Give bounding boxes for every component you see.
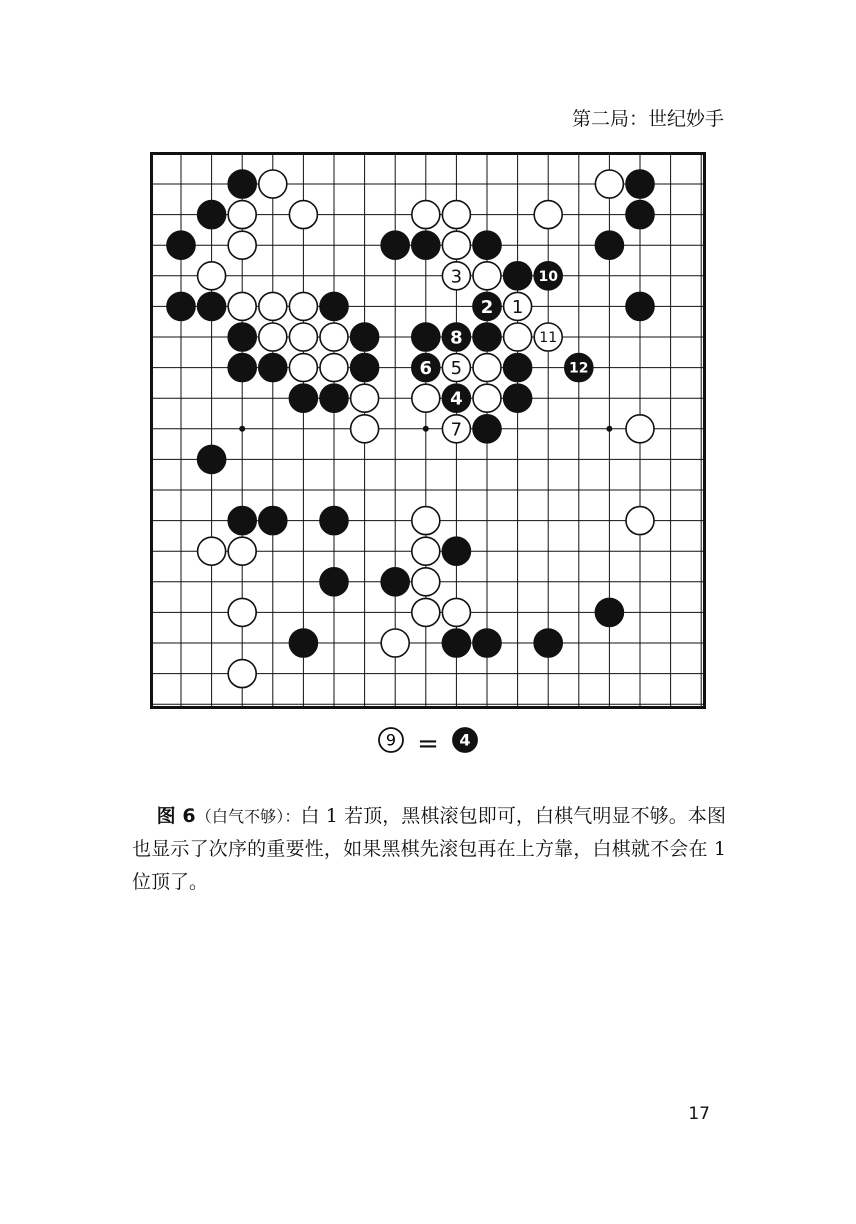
figure-label: 图 6	[156, 805, 196, 827]
white-stone	[198, 537, 226, 565]
white-stone	[412, 201, 440, 229]
black-stone	[504, 354, 532, 382]
white-stone	[412, 568, 440, 596]
white-stone	[228, 598, 256, 626]
black-stone	[442, 629, 470, 657]
black-stone	[167, 292, 195, 320]
white-stone	[626, 507, 654, 535]
black-stone	[289, 384, 317, 412]
black-stone	[351, 323, 379, 351]
black-stone	[473, 415, 501, 443]
white-stone	[351, 384, 379, 412]
black-stone	[412, 231, 440, 259]
black-stone	[442, 537, 470, 565]
move-number-label: 11	[539, 330, 558, 347]
caption-white-stone-9	[377, 726, 405, 754]
white-stone	[289, 354, 317, 382]
black-stone	[504, 262, 532, 290]
black-stone	[595, 598, 623, 626]
black-stone	[534, 629, 562, 657]
white-stone	[442, 598, 470, 626]
black-stone	[198, 201, 226, 229]
white-stone	[228, 201, 256, 229]
black-stone	[259, 507, 287, 535]
white-stone	[412, 507, 440, 535]
white-stone	[320, 354, 348, 382]
star-point	[239, 426, 245, 432]
black-stone	[198, 445, 226, 473]
commentary-text: 白 1 若顶，黑棋滚包即可，白棋气明显不够。本图也显示了次序的重要性，如果黑棋先滚包再在上方靠，白棋就不会在 1 位顶了。	[132, 805, 726, 893]
black-stone	[320, 507, 348, 535]
white-stone	[228, 292, 256, 320]
black-stone	[595, 231, 623, 259]
white-stone	[289, 292, 317, 320]
black-stone	[320, 292, 348, 320]
go-board	[150, 152, 706, 709]
white-stone	[259, 323, 287, 351]
move-number-label: 8	[450, 327, 463, 349]
white-stone	[412, 537, 440, 565]
white-stone	[534, 201, 562, 229]
black-stone	[473, 629, 501, 657]
black-stone	[228, 170, 256, 198]
move-number-label: 2	[480, 296, 494, 318]
white-stone	[412, 598, 440, 626]
black-stone	[626, 201, 654, 229]
page-number: 17	[688, 1104, 710, 1124]
white-stone	[289, 323, 317, 351]
black-stone	[289, 629, 317, 657]
move-number-label: 1	[511, 296, 524, 318]
black-stone	[228, 323, 256, 351]
white-stone	[228, 660, 256, 688]
white-stone	[504, 323, 532, 351]
white-stone	[259, 292, 287, 320]
white-stone	[626, 415, 654, 443]
star-point	[423, 426, 429, 432]
white-stone	[412, 384, 440, 412]
move-number-label: 10	[538, 268, 558, 285]
white-stone	[473, 384, 501, 412]
star-point	[606, 426, 612, 432]
white-stone	[595, 170, 623, 198]
caption-black-stone-4	[451, 726, 479, 754]
figure-caption	[0, 726, 856, 761]
white-stone	[320, 323, 348, 351]
black-stone	[259, 354, 287, 382]
figure-subtitle: （白气不够）：	[195, 807, 301, 826]
move-number-label: 12	[569, 360, 589, 377]
white-stone	[289, 201, 317, 229]
black-stone	[473, 323, 501, 351]
black-stone	[228, 507, 256, 535]
caption-right-label: 4	[459, 730, 471, 750]
caption-equals: =	[417, 728, 439, 759]
white-stone	[351, 415, 379, 443]
caption-left-label: 9	[385, 730, 396, 750]
black-stone	[626, 292, 654, 320]
white-stone	[473, 354, 501, 382]
black-stone	[626, 170, 654, 198]
white-stone	[442, 201, 470, 229]
move-number-label: 7	[450, 419, 463, 441]
move-number-label: 6	[419, 358, 433, 380]
move-number-label: 4	[450, 388, 463, 410]
black-stone	[198, 292, 226, 320]
black-stone	[473, 231, 501, 259]
white-stone	[198, 262, 226, 290]
black-stone	[320, 568, 348, 596]
black-stone	[351, 354, 379, 382]
white-stone	[381, 629, 409, 657]
white-stone	[228, 231, 256, 259]
black-stone	[381, 568, 409, 596]
black-stone	[381, 231, 409, 259]
move-number-label: 5	[450, 358, 463, 380]
white-stone	[442, 231, 470, 259]
black-stone	[228, 354, 256, 382]
black-stone	[504, 384, 532, 412]
black-stone	[167, 231, 195, 259]
white-stone	[228, 537, 256, 565]
black-stone	[320, 384, 348, 412]
running-header: 第二局：世纪妙手	[571, 108, 724, 130]
move-number-label: 3	[450, 266, 463, 288]
black-stone	[412, 323, 440, 351]
white-stone	[259, 170, 287, 198]
commentary-paragraph	[132, 800, 726, 899]
white-stone	[473, 262, 501, 290]
